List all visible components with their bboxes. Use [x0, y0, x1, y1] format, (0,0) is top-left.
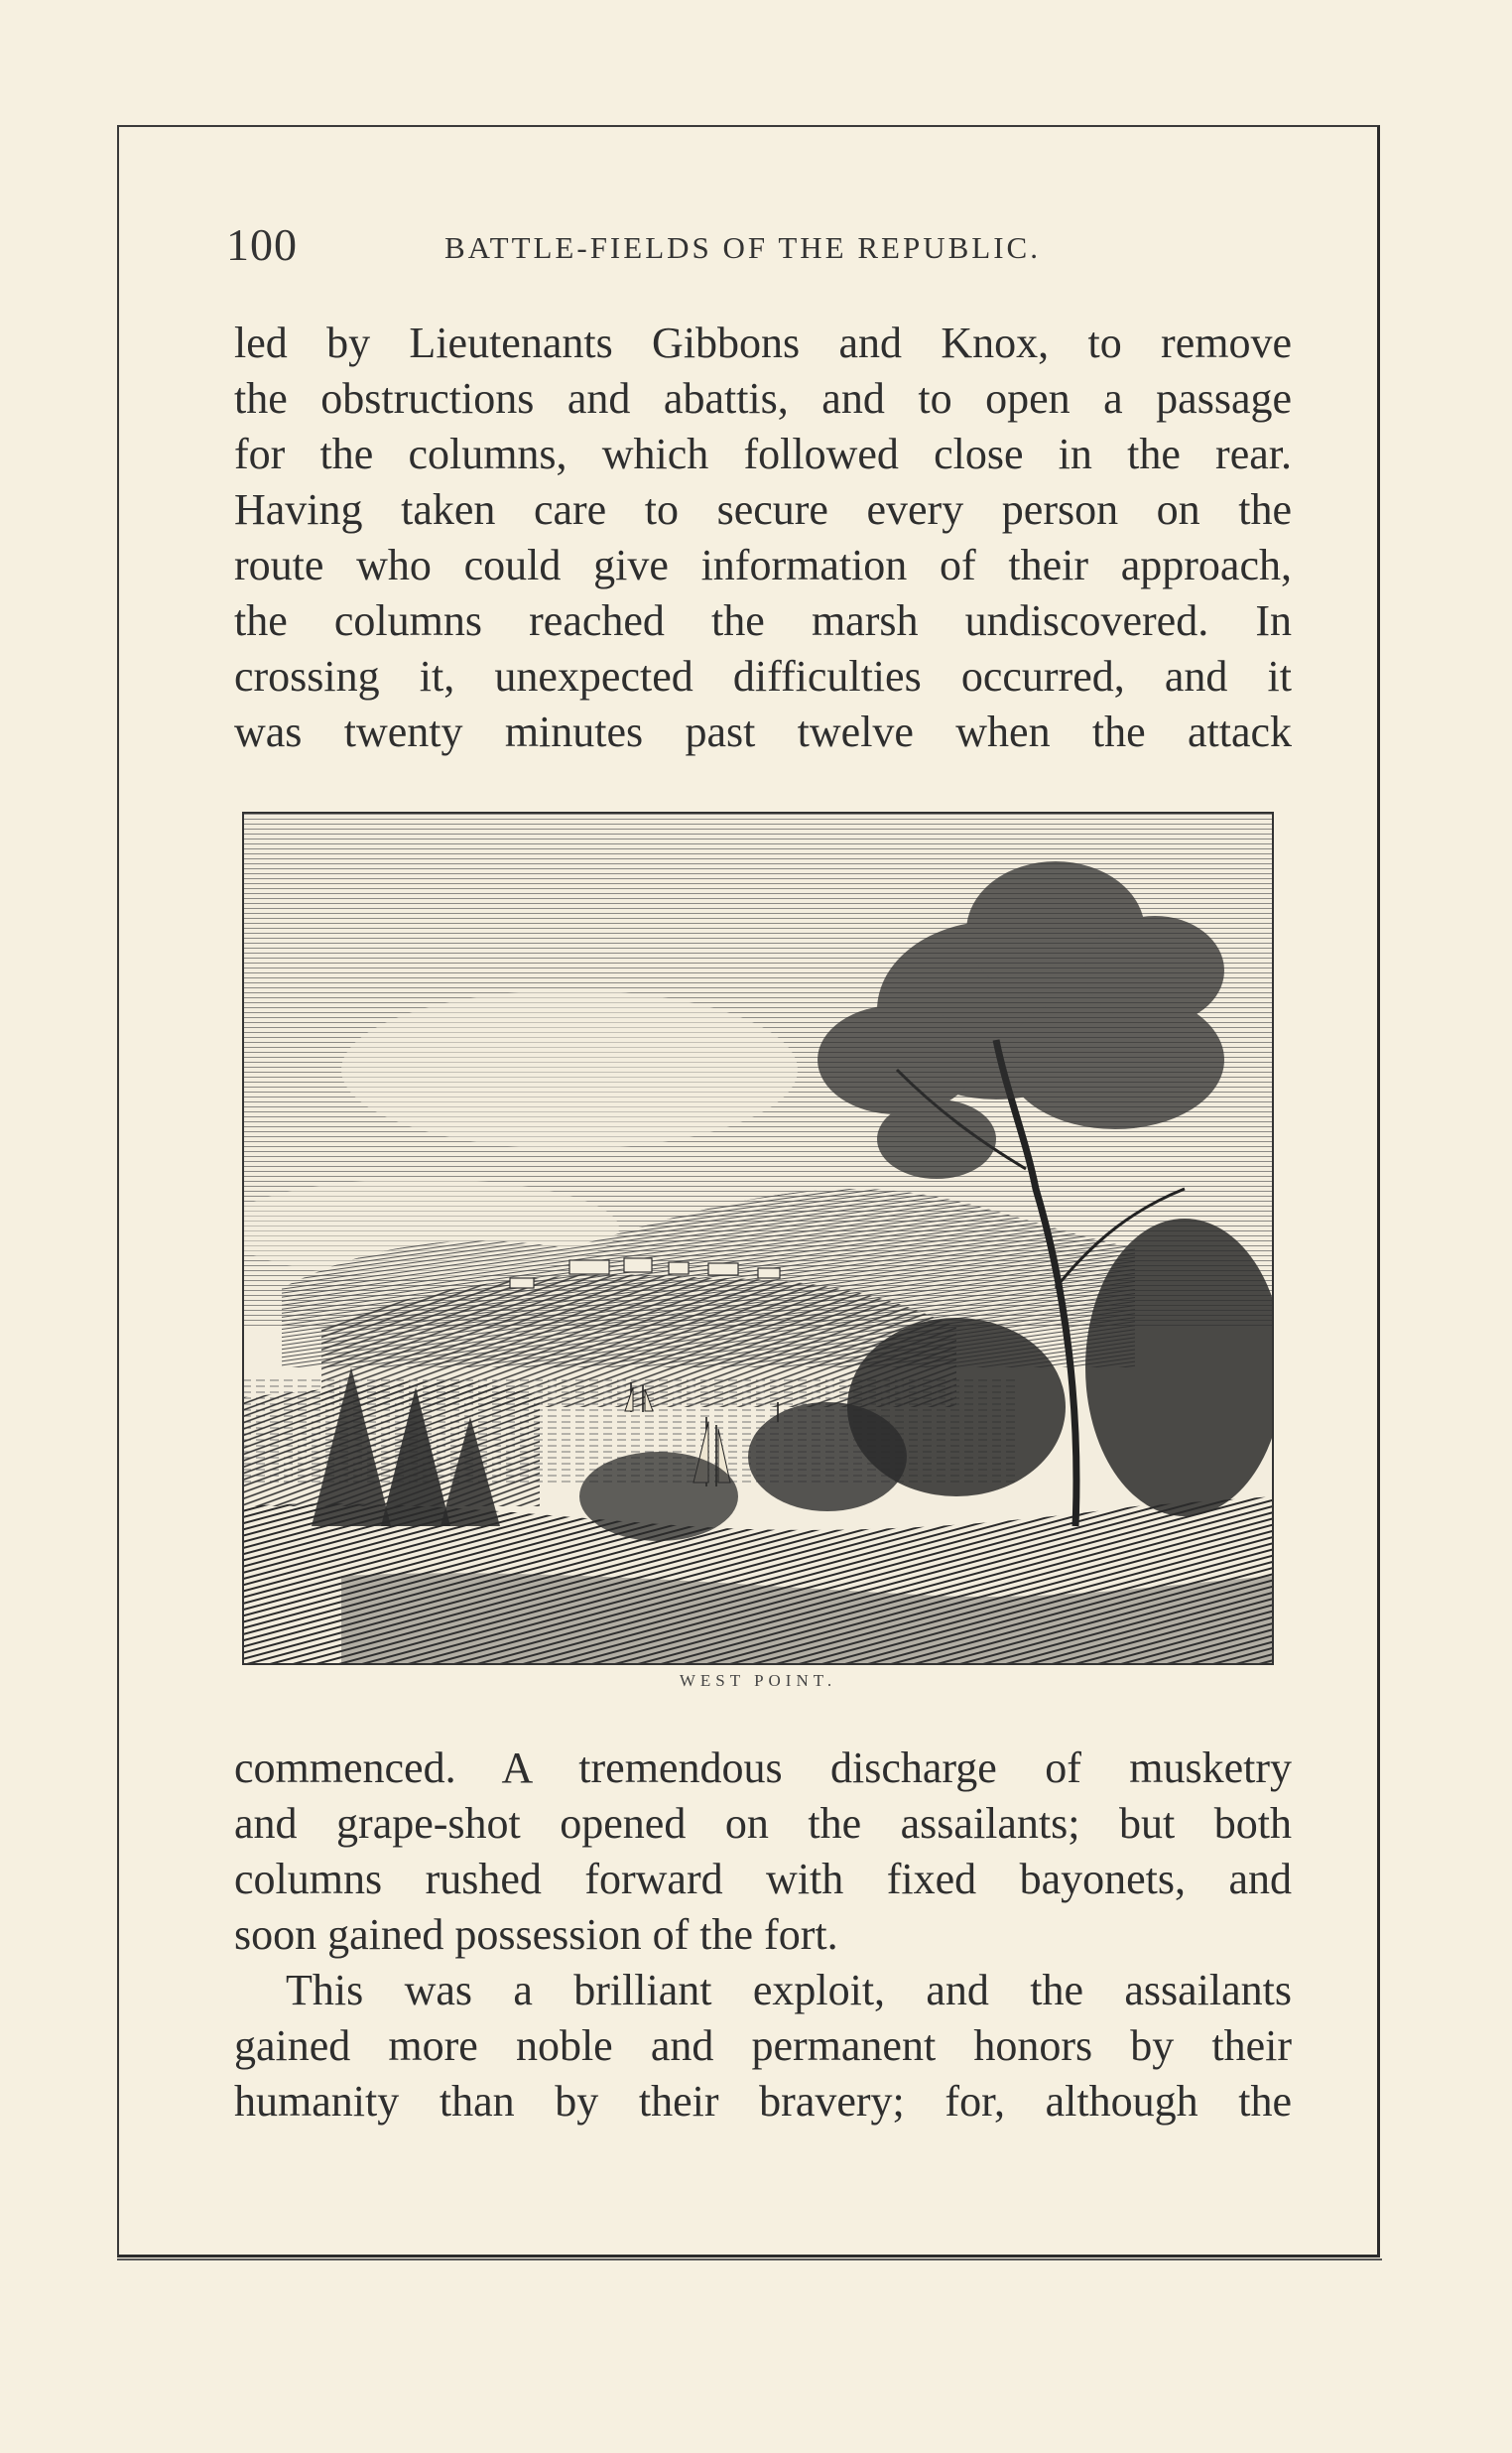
text-line: the columns reached the marsh undiscovered. In — [234, 596, 1292, 645]
running-head — [226, 218, 1292, 278]
body-text-bottom — [234, 1741, 1292, 2130]
text-line: for the columns, which followed close in the rear. — [234, 430, 1292, 478]
text-line: Having taken care to secure every person on the — [234, 485, 1292, 534]
running-title: BATTLE-FIELDS OF THE REPUBLIC. — [444, 230, 1041, 265]
text-line: This was a brilliant exploit, and the assailants — [286, 1966, 1292, 2014]
text-line: humanity than by their bravery; for, although the — [234, 2077, 1292, 2126]
west-point-engraving — [242, 812, 1274, 1665]
text-line: crossing it, unexpected difficulties occurred, and it — [234, 652, 1292, 701]
bottom-rule — [117, 2259, 1382, 2260]
text-line: led by Lieutenants Gibbons and Knox, to remove — [234, 319, 1292, 367]
text-line: commenced. A tremendous discharge of musketry — [234, 1743, 1292, 1792]
text-line: gained more noble and permanent honors by their — [234, 2021, 1292, 2070]
text-line: route who could give information of their approach, — [234, 541, 1292, 589]
page-number: 100 — [226, 219, 298, 270]
text-line: the obstructions and abattis, and to open a passage — [234, 374, 1292, 423]
figure-caption: WEST POINT. — [679, 1671, 837, 1690]
text-line: and grape-shot opened on the assailants; but both — [234, 1799, 1292, 1848]
text-line: was twenty minutes past twelve when the attack — [234, 708, 1292, 756]
text-line: columns rushed forward with fixed bayonets, and — [234, 1855, 1292, 1903]
text-line: soon gained possession of the fort. — [234, 1910, 838, 1959]
body-text-top — [234, 316, 1292, 760]
